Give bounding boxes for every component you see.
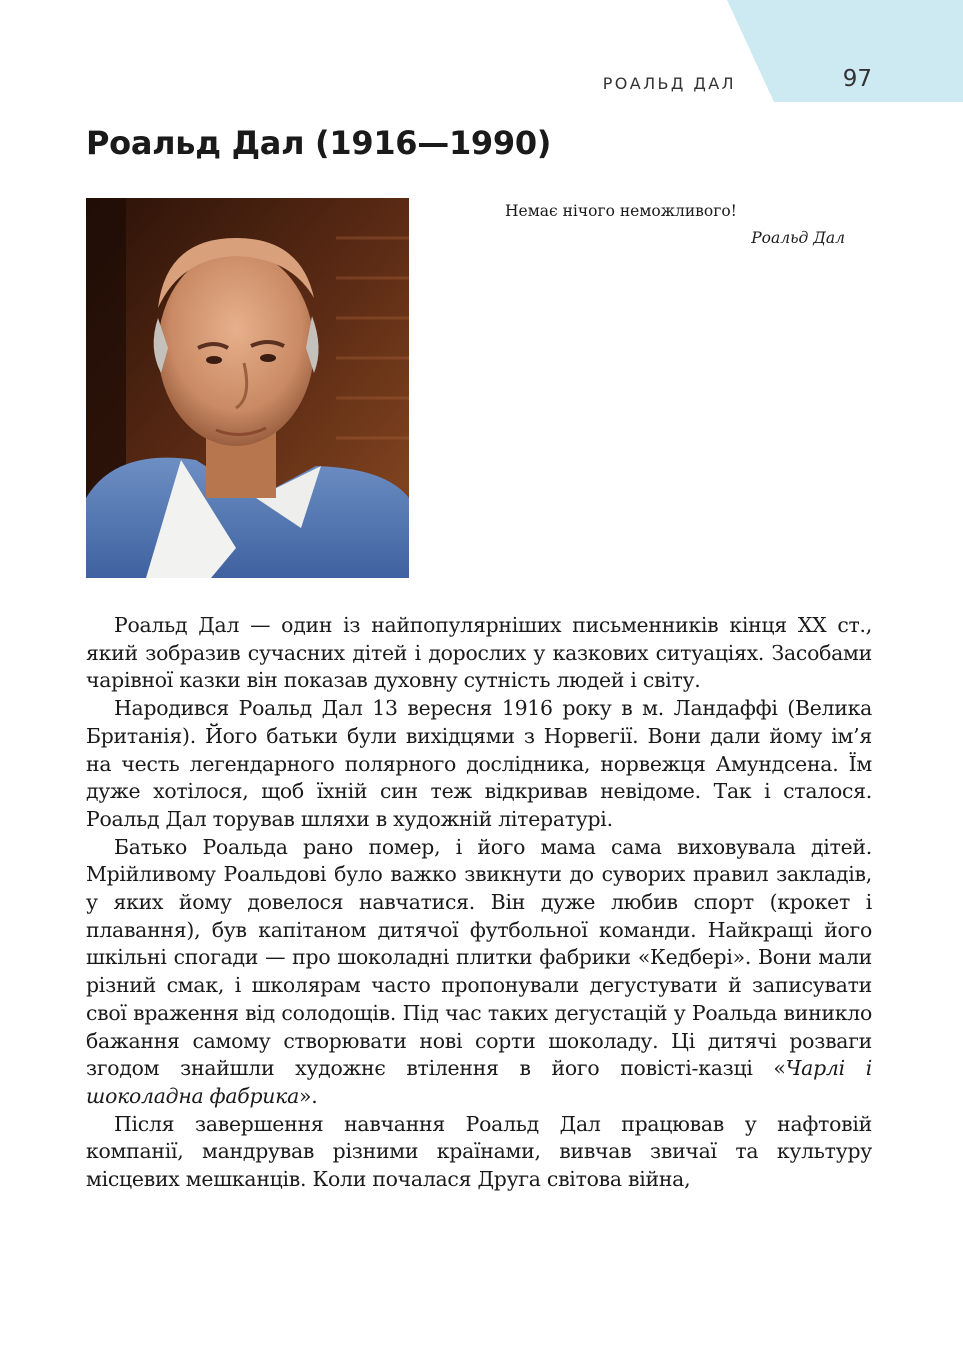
page-number: 97 bbox=[842, 66, 872, 92]
article-body bbox=[86, 612, 872, 1194]
book-title-charlie: Чарлі і шоколадна фабрика bbox=[86, 1056, 872, 1108]
epigraph-author: Роальд Дал bbox=[751, 229, 845, 247]
author-portrait bbox=[86, 198, 409, 578]
paragraph-career: Після завершення навчання Роальд Дал працював у нафтовій компанії, мандрував різними країнами, вивчав звичаї та культуру місцевих мешканців. Коли почалася Друга світова війна, bbox=[86, 1111, 872, 1192]
epigraph-quote: Немає нічого неможливого! bbox=[505, 202, 737, 220]
paragraph-intro: Роальд Дал — один із найпопулярніших письменників кінця XX ст., який зобразив сучасних дітей і дорослих у казкових ситуаціях. Засобами чарівної казки він показав духовну сутність людей і світу. bbox=[86, 613, 872, 693]
page-title: Роальд Дал (1916—1990) bbox=[86, 124, 552, 162]
running-head: РОАЛЬД ДАЛ bbox=[602, 74, 736, 93]
paragraph-childhood bbox=[86, 834, 872, 1111]
paragraph-childhood-text: Батько Роальда рано помер, і його мама сама виховувала дітей. Мрійливому Роальдові було важко звикнути до суворих правил закладів, у яких йому довелося навчатися. Він дуже любив спорт (крокет і плавання), був капітаном дитячої футбольної команди. Найкращі його шкільні спогади — про шоколадні плитки фабрики «Кедбері». Вони мали різний смак, і школярам часто пропонували дегустувати й записувати свої враження від солодощів. Під час таких дегустацій у Роальда виникло бажання самому створювати нові сорти шоколаду. Ці дитячі розваги згодом знайшли художнє втілення в його повісті-казці « bbox=[86, 834, 872, 1081]
paragraph-childhood-end: ». bbox=[299, 1083, 318, 1108]
epigraph bbox=[505, 198, 845, 252]
paragraph-birth: Народився Роальд Дал 13 вересня 1916 року в м. Ландаффі (Велика Британія). Його батьки були вихідцями з Норвегії. Вони дали йому ім’я на честь легендарного полярного дослідника, норвежця Амундсена. Їм дуже хотілося, щоб їхній син теж відкривав невідоме. Так і сталося. Роальд Дал торував шляхи в художній літературі. bbox=[86, 696, 872, 831]
